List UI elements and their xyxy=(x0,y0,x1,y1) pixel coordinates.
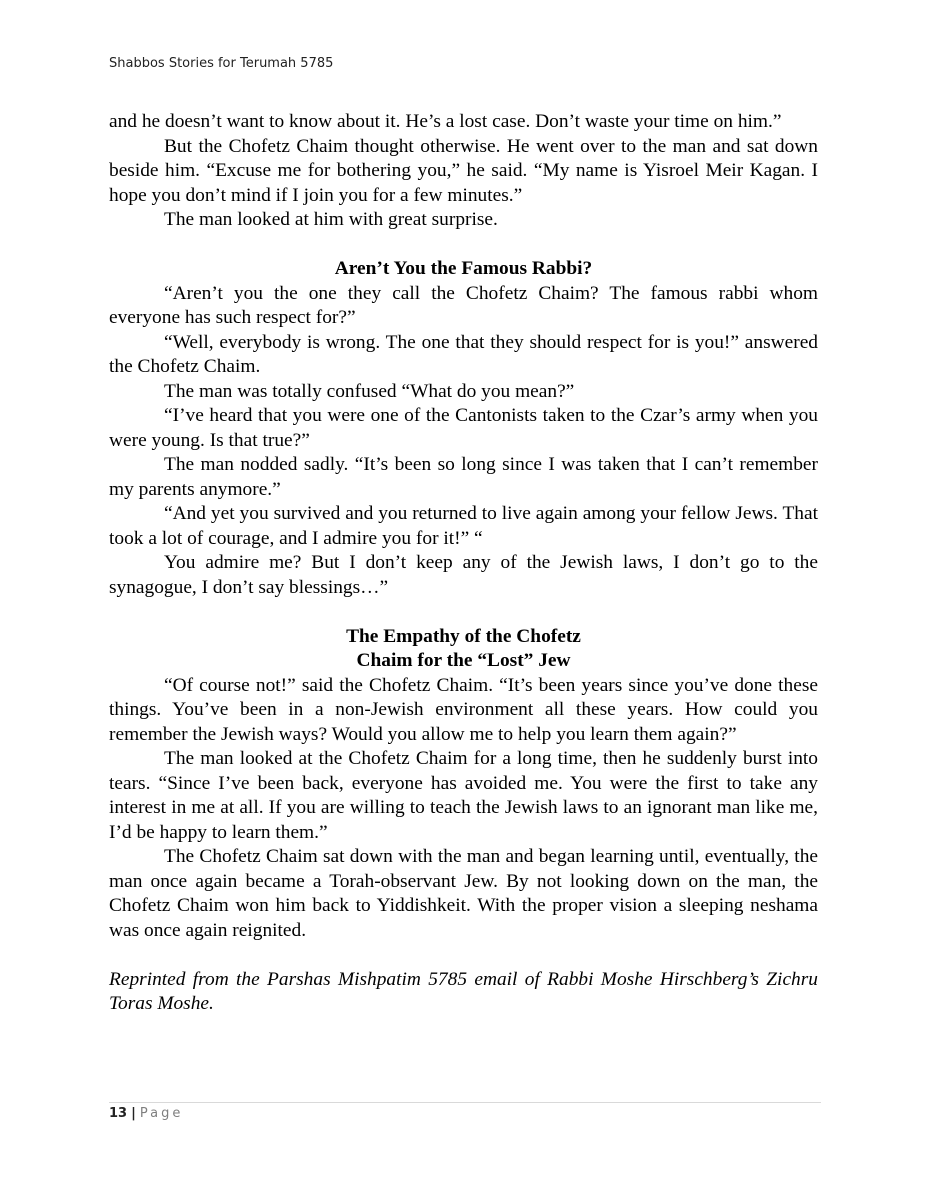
page-label: Page xyxy=(139,1106,184,1121)
section-heading-line-1: The Empathy of the Chofetz xyxy=(346,625,581,647)
paragraph: and he doesn’t want to know about it. He’s a lost case. Don’t waste your time on him.” xyxy=(109,111,782,132)
footer-divider xyxy=(109,1102,821,1103)
paragraph: “Aren’t you the one they call the Chofetz Chaim? The famous rabbi whom everyone has such respect for?” xyxy=(109,282,818,328)
paragraph: The man was totally confused “What do you mean?” xyxy=(164,380,575,402)
running-header: Shabbos Stories for Terumah 5785 xyxy=(109,56,334,71)
footer-separator: | xyxy=(131,1106,136,1121)
paragraph: The man nodded sadly. “It’s been so long since I was taken that I can’t remember my parents anymore.” xyxy=(109,454,818,500)
page-footer xyxy=(109,1106,183,1121)
reprint-credit: Reprinted from the Parshas Mishpatim 5785 email of Rabbi Moshe Hirschberg’s Zichru Toras Moshe. xyxy=(109,968,818,1014)
paragraph: You admire me? But I don’t keep any of the Jewish laws, I don’t go to the synagogue, I don’t say blessings…” xyxy=(109,552,818,598)
paragraph: “I’ve heard that you were one of the Cantonists taken to the Czar’s army when you were young. Is that true?” xyxy=(109,405,818,451)
section-heading-line-2: Chaim for the “Lost” Jew xyxy=(356,650,571,671)
page-body xyxy=(109,110,818,1017)
paragraph: The Chofetz Chaim sat down with the man and began learning until, eventually, the man once again became a Torah-observant Jew. By not looking down on the man, the Chofetz Chaim won him back to Yiddishkeit. With the proper vision a sleeping neshama was once again reignited. xyxy=(109,846,818,941)
paragraph: “Of course not!” said the Chofetz Chaim. “It’s been years since you’ve done these things. You’ve been in a non-Jewish environment all these years. How could you remember the Jewish ways? Would you allow me to help you learn them again?” xyxy=(109,674,818,745)
paragraph: But the Chofetz Chaim thought otherwise. He went over to the man and sat down beside him. “Excuse me for bothering you,” he said. “My name is Yisroel Meir Kagan. I hope you don’t mind if I join you for a few minutes.” xyxy=(109,135,818,206)
paragraph: “Well, everybody is wrong. The one that they should respect for is you!” answered the Chofetz Chaim. xyxy=(109,331,818,377)
page-number: 13 xyxy=(109,1106,128,1121)
section-heading: Aren’t You the Famous Rabbi? xyxy=(334,258,593,279)
paragraph: “And yet you survived and you returned to live again among your fellow Jews. That took a lot of courage, and I admire you for it!” “ xyxy=(109,503,818,549)
paragraph: The man looked at the Chofetz Chaim for a long time, then he suddenly burst into tears. “Since I’ve been back, everyone has avoided me. You were the first to take any interest in me at all. If you are willing to teach the Jewish laws to an ignorant man like me, I’d be happy to learn them.” xyxy=(109,748,818,843)
paragraph: The man looked at him with great surprise. xyxy=(164,209,498,230)
